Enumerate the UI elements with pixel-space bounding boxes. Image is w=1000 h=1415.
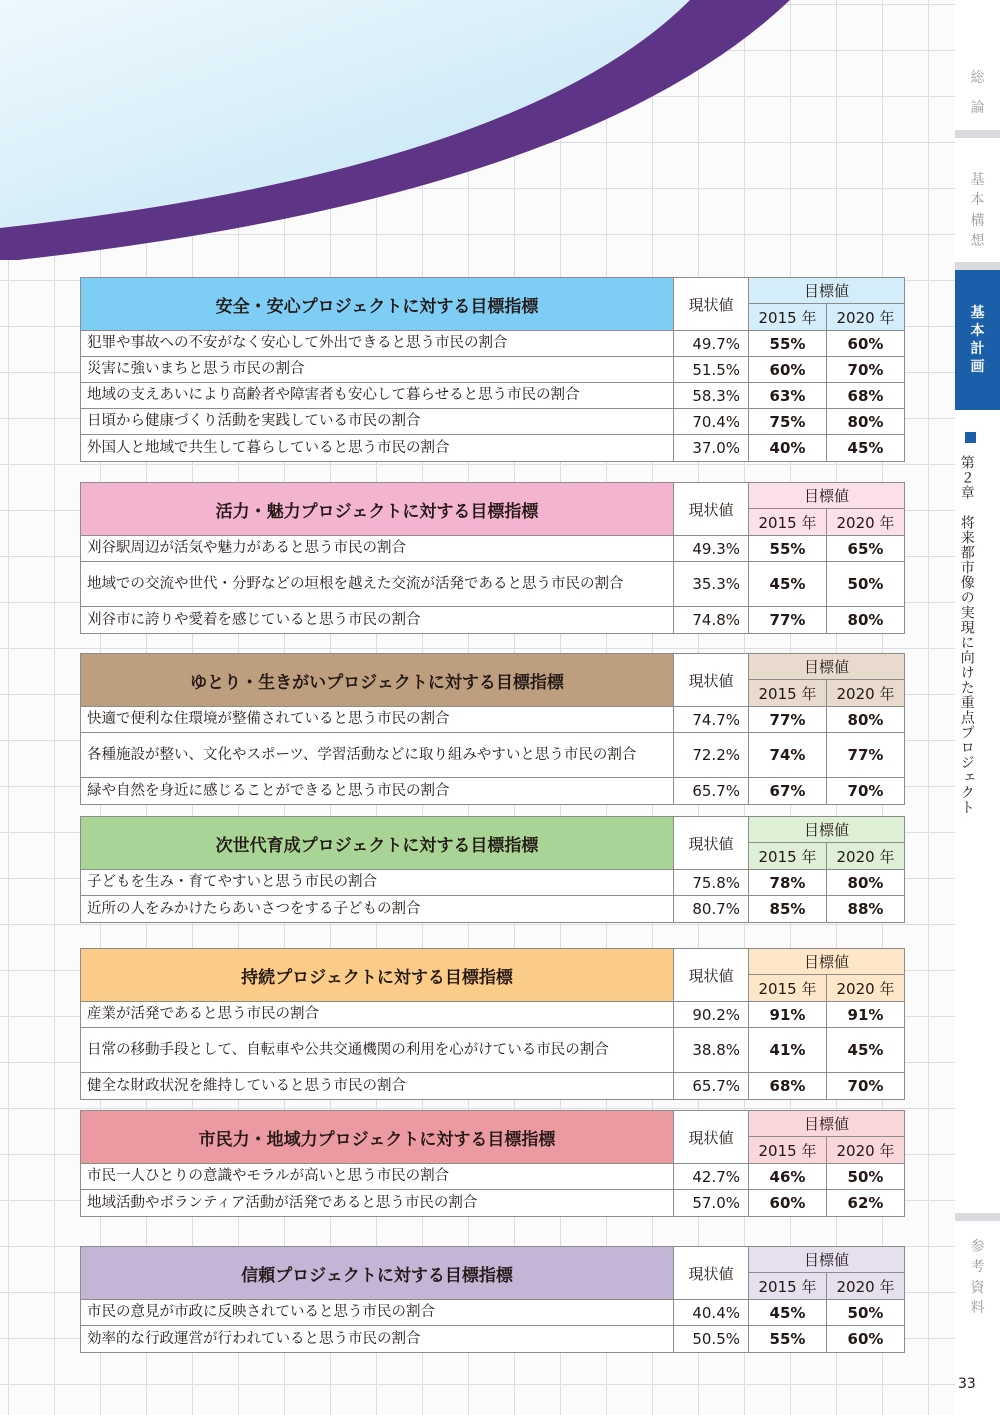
target-2015: 55% [749,1326,827,1352]
current-value: 35.3% [674,562,749,606]
current-value: 72.2% [674,733,749,777]
year-2015-header: 2015 年 [749,509,827,535]
sidebar-separator [955,1213,1000,1221]
current-value: 74.8% [674,607,749,633]
indicator-label: 市民の意見が市政に反映されていると思う市民の割合 [81,1300,674,1325]
target-2020: 80% [847,611,884,629]
table-row [81,1073,904,1099]
indicator-label: 地域での交流や世代・分野などの垣根を越えた交流が活発であると思う市民の割合 [81,562,674,606]
year-2020-header: 2020 年 [836,1277,895,1296]
sidebar-tab-reference[interactable]: 参 考 資 料 [970,1239,985,1316]
table-row [81,383,904,409]
target-2020: 50% [847,1167,884,1186]
header-decoration [0,0,955,260]
indicator-label: 日常の移動手段として、自転車や公共交通機関の利用を心がけている市民の割合 [81,1028,674,1072]
target-2020: 91% [847,1005,884,1024]
table-row [81,1028,904,1073]
current-value-header: 現状値 [674,654,749,706]
current-value-header: 現状値 [674,278,749,330]
table-row [81,870,904,896]
target-value-header: 目標値 [749,1111,904,1137]
current-value: 42.7% [674,1164,749,1189]
year-2015-header: 2015 年 [749,1273,827,1299]
indicator-label: 外国人と地域で共生して暮らしていると思う市民の割合 [81,435,674,461]
target-2020: 45% [847,1041,884,1059]
table-row [81,1190,904,1216]
year-2020-header: 2020 年 [836,979,895,998]
table-row [81,1164,904,1190]
table-row [81,707,904,733]
current-value: 38.8% [674,1028,749,1072]
table-row [81,778,904,804]
target-2020: 77% [847,746,884,764]
current-value: 74.7% [674,707,749,732]
target-2015: 67% [749,778,827,804]
indicator-label: 子どもを生み・育てやすいと思う市民の割合 [81,870,674,895]
sidebar-separator [955,262,1000,270]
target-2015: 78% [749,870,827,895]
indicator-label: 近所の人をみかけたらあいさつをする子どもの割合 [81,896,674,922]
current-value: 58.3% [674,383,749,408]
target-2015: 85% [749,896,827,922]
current-value: 37.0% [674,435,749,461]
target-2020: 60% [847,334,884,353]
target-value-header: 目標値 [749,817,904,843]
sidebar-tab-general[interactable]: 総 論 [970,70,985,117]
indicator-label: 快適で便利な住環境が整備されていると思う市民の割合 [81,707,674,732]
current-value: 70.4% [674,409,749,434]
sidebar-tab-basic-plan[interactable]: 基 本 計 画 [955,270,1000,410]
current-value-header: 現状値 [674,817,749,869]
indicator-label: 各種施設が整い、文化やスポーツ、学習活動などに取り組みやすいと思う市民の割合 [81,733,674,777]
indicator-label: 効率的な行政運営が行われていると思う市民の割合 [81,1326,674,1352]
indicator-label: 刈谷駅周辺が活気や魅力があると思う市民の割合 [81,536,674,561]
table-row [81,896,904,922]
target-2015: 68% [749,1073,827,1099]
target-value-header: 目標値 [749,949,904,975]
target-2015: 60% [749,1190,827,1216]
target-2015: 45% [749,562,827,606]
current-value: 51.5% [674,357,749,382]
table-title: 市民力・地域力プロジェクトに対する目標指標 [81,1111,674,1163]
current-value: 65.7% [674,778,749,804]
table-row [81,1326,904,1352]
chapter-marker-icon [965,432,976,443]
table-row [81,357,904,383]
year-2020-header: 2020 年 [836,513,895,532]
target-table-next-generation [80,816,905,923]
target-2020: 70% [847,782,884,800]
current-value-header: 現状値 [674,1111,749,1163]
table-row [81,409,904,435]
current-value-header: 現状値 [674,949,749,1001]
current-value: 49.7% [674,331,749,356]
table-title: 活力・魅力プロジェクトに対する目標指標 [81,483,674,535]
target-2015: 77% [749,707,827,732]
table-row [81,1002,904,1028]
target-2020: 62% [847,1194,884,1212]
sidebar-separator [955,130,1000,138]
target-2015: 77% [749,607,827,633]
target-2020: 80% [847,710,884,729]
target-table-trust [80,1246,905,1353]
year-2015-header: 2015 年 [749,680,827,706]
target-2015: 91% [749,1002,827,1027]
table-title: 安全・安心プロジェクトに対する目標指標 [81,278,674,330]
current-value: 90.2% [674,1002,749,1027]
indicator-label: 健全な財政状況を維持していると思う市民の割合 [81,1073,674,1099]
indicator-label: 産業が活発であると思う市民の割合 [81,1002,674,1027]
target-2020: 65% [847,539,884,558]
current-value: 50.5% [674,1326,749,1352]
current-value-header: 現状値 [674,483,749,535]
target-table-leisure [80,653,905,805]
indicator-label: 犯罪や事故への不安がなく安心して外出できると思う市民の割合 [81,331,674,356]
current-value: 40.4% [674,1300,749,1325]
target-value-header: 目標値 [749,1247,904,1273]
target-table-safety [80,277,905,462]
target-table-citizen-power [80,1110,905,1217]
indicator-label: 刈谷市に誇りや愛着を感じていると思う市民の割合 [81,607,674,633]
target-2015: 55% [749,536,827,561]
chapter-title: 第２章 将来都市像の実現に向けた重点プロジェクト [958,455,975,815]
indicator-label: 日頃から健康づくり活動を実践している市民の割合 [81,409,674,434]
year-2015-header: 2015 年 [749,975,827,1001]
year-2015-header: 2015 年 [749,304,827,330]
target-2020: 80% [847,873,884,892]
indicator-label: 災害に強いまちと思う市民の割合 [81,357,674,382]
year-2020-header: 2020 年 [836,1141,895,1160]
table-row [81,1300,904,1326]
target-2015: 55% [749,331,827,356]
target-2015: 46% [749,1164,827,1189]
target-table-sustainability [80,948,905,1100]
table-title: 持続プロジェクトに対する目標指標 [81,949,674,1001]
table-row [81,331,904,357]
target-2020: 50% [847,1303,884,1322]
indicator-label: 市民一人ひとりの意識やモラルが高いと思う市民の割合 [81,1164,674,1189]
table-row [81,607,904,633]
target-2020: 45% [847,439,884,457]
target-value-header: 目標値 [749,654,904,680]
table-title: 信頼プロジェクトに対する目標指標 [81,1247,674,1299]
current-value: 49.3% [674,536,749,561]
target-2015: 40% [749,435,827,461]
current-value: 80.7% [674,896,749,922]
target-2020: 70% [847,1077,884,1095]
target-2020: 88% [847,900,884,918]
target-2015: 75% [749,409,827,434]
target-2015: 74% [749,733,827,777]
target-2020: 60% [847,1330,884,1348]
target-2020: 68% [847,386,884,405]
target-2020: 70% [847,360,884,379]
indicator-label: 緑や自然を身近に感じることができると思う市民の割合 [81,778,674,804]
sidebar-tab-basic-concept[interactable]: 基 本 構 想 [970,172,985,249]
year-2020-header: 2020 年 [836,308,895,327]
year-2015-header: 2015 年 [749,1137,827,1163]
current-value-header: 現状値 [674,1247,749,1299]
year-2015-header: 2015 年 [749,843,827,869]
target-2015: 45% [749,1300,827,1325]
table-row [81,536,904,562]
target-2015: 60% [749,357,827,382]
year-2020-header: 2020 年 [836,684,895,703]
current-value: 57.0% [674,1190,749,1216]
table-title: ゆとり・生きがいプロジェクトに対する目標指標 [81,654,674,706]
target-value-header: 目標値 [749,483,904,509]
target-2020: 50% [847,575,884,593]
target-2015: 63% [749,383,827,408]
page-number: 33 [958,1376,976,1392]
table-title: 次世代育成プロジェクトに対する目標指標 [81,817,674,869]
current-value: 75.8% [674,870,749,895]
target-2020: 80% [847,412,884,431]
target-value-header: 目標値 [749,278,904,304]
table-row [81,435,904,461]
table-row [81,562,904,607]
indicator-label: 地域の支えあいにより高齢者や障害者も安心して暮らせると思う市民の割合 [81,383,674,408]
target-table-vitality [80,482,905,634]
table-row [81,733,904,778]
year-2020-header: 2020 年 [836,847,895,866]
current-value: 65.7% [674,1073,749,1099]
target-2015: 41% [749,1028,827,1072]
indicator-label: 地域活動やボランティア活動が活発であると思う市民の割合 [81,1190,674,1216]
